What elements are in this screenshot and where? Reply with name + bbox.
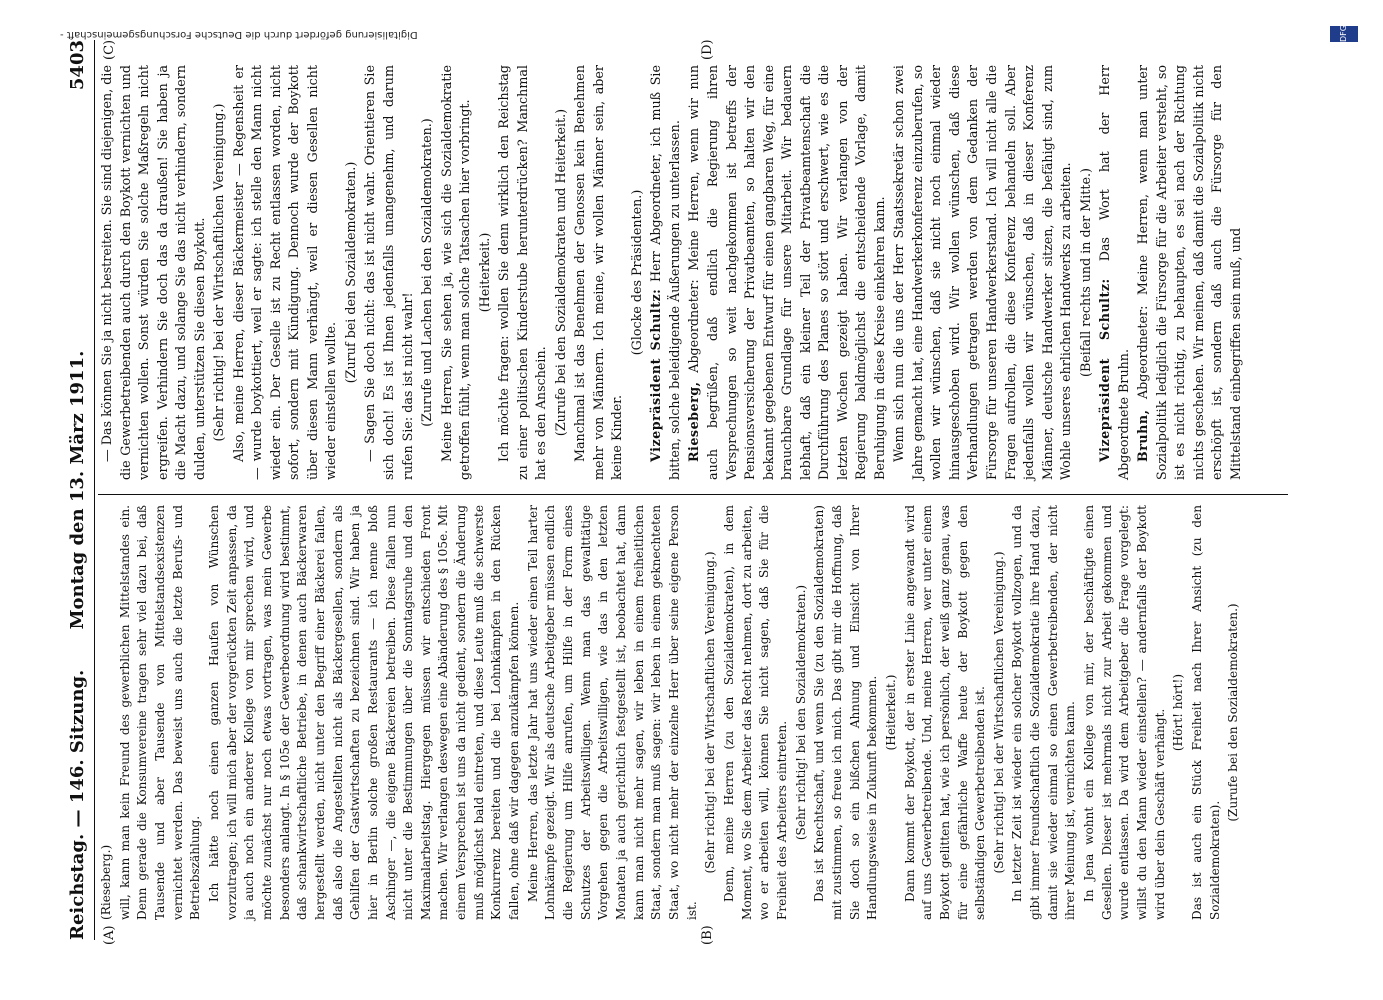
right-paragraph	[647, 65, 684, 480]
margin-letter-b: (B)	[700, 925, 715, 945]
right-paragraph	[1096, 65, 1133, 480]
left-paragraph	[1189, 505, 1224, 920]
right-paragraph	[418, 65, 437, 480]
paragraph-text: (Rieseberg.)	[99, 844, 113, 920]
right-paragraph	[571, 65, 627, 480]
paragraph-text: Herr Abgeordneter, ich muß Sie bitten, solche beleidigende Äußerungen zu unterlassen.	[648, 64, 682, 480]
paragraph-text: Das ist Knechtschaft, und wenn Sie (zu den Sozialdemokraten) mit zustimmen, so freue ich mich. Das gibt mir die Hoffnung, daß Sie doch so ein bißchen Ahnung und Einsicht von Ihrer Handlungsweise in Zukunft bekommen.	[812, 505, 880, 920]
right-paragraph	[552, 65, 571, 480]
paragraph-text: (Zurufe bei den Sozialdemokraten.)	[1226, 603, 1241, 822]
paragraph-text: Abgeordneter: Meine Herren, wenn man unter Sozialpolitik lediglich die Fürsorge für die Arbeiter versteht, so ist es nicht richtig, zu behaupten, es sei nach der Richtung nichts geschehen. Wir meinen, daß damit die Sozialpolitik nicht erschöpft ist, sondern daß auch die Fürsorge für den Mittelstand einbegriffen sein muß, und	[1135, 65, 1243, 480]
left-paragraph	[117, 505, 205, 920]
paragraph-text: (Sehr richtig! bei den Sozialdemokraten.)	[793, 584, 808, 841]
speaker-name: Vizepräsident Schultz:	[1097, 278, 1113, 462]
paragraph-text: (Zurufe und Lachen bei den Sozialdemokraten.)	[419, 118, 435, 427]
left-paragraph	[1009, 505, 1080, 920]
paragraph-text: Denn, meine Herren (zu den Sozialdemokraten), in dem Moment, wo Sie dem Arbeiter das Recht nehmen, dort zu arbeiten, wo er arbeiten will, können Sie nicht sagen, daß Sie für die Freiheit des Arbeiters eintreten.	[721, 505, 789, 920]
right-paragraph	[1134, 65, 1245, 480]
paragraph-text: In Jena wohnt ein Kollege von mir, der beschäftigte einen Gesellen. Dieser ist mehrmals nicht zur Arbeit gekommen und wurde entlassen. Da wird dem Arbeitgeber die Frage vorgelegt: willst du den Mann wieder einstellen? — andernfalls der Boykott wird über dein Geschäft verhängt.	[1082, 505, 1167, 920]
paragraph-text: (Zurufe bei den Sozialdemokraten und Heiterkeit.)	[552, 108, 568, 437]
paragraph-text: (Glocke des Präsidenten.)	[628, 189, 644, 356]
paragraph-text: (Sehr richtig! bei der Wirtschaftlichen Vereinigung.)	[703, 551, 718, 874]
paragraph-text: (Heiterkeit.)	[883, 674, 898, 751]
paragraph-text: (Hört! hört!)	[1171, 673, 1186, 752]
digitization-credit: Digitalisierung gefördert durch die Deutsche Forschungsgemeinschaft -	[60, 29, 418, 40]
right-paragraph	[685, 65, 889, 480]
margin-letter-c: (C)	[102, 39, 117, 60]
paragraph-text: (Sehr richtig! bei der Wirtschaftlichen Vereinigung.)	[991, 551, 1006, 874]
paragraph-text: will, kann man kein Freund des gewerblichen Mittelstandes ein. Denn gerade die Konsumvereine tragen sehr viel dazu bei, daß Tausende und aber Tausende von Mittelstandsexistenzen vernichtet werden. Das beweist uns auch die letzte Berufs- und Betriebszählung.	[117, 505, 203, 920]
speaker-name: Bruhn,	[1135, 409, 1151, 462]
paragraph-text: Also, meine Herren, dieser Bäckermeister — Regensheit er — wurde boykottiert, weil er sagte: ich stelle den Mann nicht wieder ein. Der Geselle ist zu Recht entlassen worden, nicht sofort, sondern mit Kündigung. Dennoch wurde der Boykott über diesen Mann verhängt, weil er diesen Gesellen nicht wieder einstellen wollte.	[230, 65, 339, 480]
right-paragraph	[890, 65, 1075, 480]
speaker-name: Rieseberg,	[686, 381, 702, 462]
left-paragraph	[811, 505, 882, 920]
left-paragraph	[902, 505, 990, 920]
page-number: 5403	[67, 40, 88, 91]
paragraph-text: Abgeordneter: Meine Herren, wenn wir nun auch begrüßen, daß endlich die Regierung ihren Versprechungen so weit nachgekommen ist betreffs der Pensionsversicherung der Privatbeamten, so halten wir den bekannt gegebenen Entwurf für einen gangbaren Weg, für eine brauchbare Grundlage für unsere Mitarbeit. Wir bedauern lebhaft, daß ein kleiner Teil der Privatbeamtenschaft die Durchführung des Planes so stört und erschwert, wie es die letzten Wochen gezeigt haben. Wir verlangen von der Regierung baldmöglichst die entscheidende Vorlage, damit Beruhigung in diese Kreise einkehren kann.	[686, 65, 887, 480]
right-paragraph	[495, 65, 551, 480]
left-paragraph	[991, 505, 1009, 920]
right-paragraph	[438, 65, 475, 480]
margin-letter-a: (A)	[102, 925, 117, 945]
column-divider	[98, 494, 1288, 495]
left-paragraph	[98, 505, 116, 920]
running-head	[60, 40, 95, 940]
dfg-logo: DFG	[1330, 26, 1358, 42]
paragraph-text: Das ist auch ein Stück Freiheit nach Ihrer Ansicht (zu den Sozialdemokraten).	[1190, 505, 1222, 920]
margin-letter-d: (D)	[700, 39, 715, 60]
paragraph-text: Meine Herren, das letzte Jahr hat uns wieder einen Teil harter Lohnkämpfe gezeigt. Wir als deutsche Arbeitgeber müssen endlich die Regierung um Hilfe anrufen, um Hilfe in der Form eines Schutzes der Arbeitswilligen. Wenn man das gewalttätige Vorgehen gegen die Arbeitswilligen, wie das in den letzten Monaten ja auch gerichtlich festgestellt ist, beobachtet hat, dann kann man nicht mehr sagen, wir leben in einem freiheitlichen Staat, sondern man muß sagen: wir leben in einem geknechteten Staat, wo nicht mehr der einzelne Herr über seine eigene Person ist.	[525, 505, 699, 920]
paragraph-text: Manchmal ist das Benehmen der Genossen kein Benehmen mehr von Männern. Ich meine, wir wollen Männer sein, aber keine Kinder.	[572, 65, 625, 480]
left-paragraph	[793, 505, 811, 920]
left-paragraph	[1170, 505, 1188, 920]
right-paragraph	[98, 65, 209, 480]
paragraph-text: — Das können Sie ja nicht bestreiten. Sie sind diejenigen, die die Gewerbetreibenden auch durch den Boykott vernichten und vernichten wollen. Sonst würden Sie solche Maßregeln nicht ergreifen. Verhindern Sie doch das da draußen! Sie haben ja die Macht dazu, und solange Sie das nicht verhindern, sondern dulden, unterstützen Sie diesen Boykott.	[99, 65, 207, 480]
right-paragraph	[342, 65, 361, 480]
right-column	[98, 65, 1246, 480]
paragraph-text: — Sagen Sie doch nicht: das ist nicht wahr. Orientieren Sie sich doch! Es ist Ihnen jedenfalls unangenehm, und darum rufen Sie: das ist nicht wahr!	[362, 65, 415, 480]
right-paragraph	[210, 65, 229, 480]
paragraph-text: Ich möchte fragen: wollen Sie denn wirklich den Reichstag zu einer politischen Kinderstube herunterdrücken? Manchmal hat es den Anschein.	[496, 65, 549, 480]
left-paragraph	[1081, 505, 1169, 920]
paragraph-text: (Sehr richtig! bei der Wirtschaftlichen Vereinigung.)	[211, 103, 227, 442]
right-paragraph	[230, 65, 341, 480]
paragraph-text: Das Wort hat der Herr Abgeordnete Bruhn.	[1097, 65, 1131, 480]
left-column	[98, 505, 1244, 920]
left-paragraph	[206, 505, 524, 920]
left-paragraph	[702, 505, 720, 920]
left-paragraph	[883, 505, 901, 920]
paragraph-text: Dann kommt der Boykott, der in erster Linie angewandt wird auf uns Gewerbetreibende. Und, meine Herren, wer unter einem Boykott gelitten hat, wie ich persönlich, der weiß ganz genau, was für eine gefährliche Waffe heute der Boykott gegen den selbständigen Gewerbetreibenden ist.	[902, 505, 988, 920]
right-paragraph	[1077, 65, 1096, 480]
header-center: Montag den 13. März 1911.	[67, 350, 88, 630]
right-paragraph	[476, 65, 495, 480]
left-paragraph	[525, 505, 702, 920]
paragraph-text: Ich hätte noch einen ganzen Haufen von Wünschen vorzutragen; ich will mich aber der vorgerückten Zeit anpassen, da ja auch noch ein anderer Kollege von mir sprechen wird, und möchte zunächst nur noch etwas vortragen, was mein Gewerbe besonders anlangt. In § 105e der Gewerbeordnung wird bestimmt, daß schankwirtschaftliche Betriebe, in denen auch Bäckerwaren hergestellt werden, nicht unter den Begriff einer Bäckerei fallen, daß also die Angestellten nicht als Bäckergesellen, sondern als Gehilfen der Gastwirtschaften zu bezeichnen sind. Wir haben ja hier in Berlin solche großen Restaurants — ich nenne bloß Aschinger —, die eigene Bäckereien betreiben. Diese fallen nun nicht unter die Bestimmungen über die Sonntagsruhe und den Maximalarbeitstag. Hiergegen müssen wir entschieden Front machen. Wir verlangen deswegen eine Abänderung des § 105e. Mit einem Versprechen ist uns da nicht gedient, sondern die Änderung muß möglichst bald eintreten, und diese Leute muß die schwerste Konkurrenz bereiten und die bei Lohnkämpfen in den Rücken fallen, ohne daß wir dagegen anzukämpfen können.	[206, 505, 522, 920]
speaker-name: Vizepräsident Schultz:	[648, 288, 664, 462]
left-paragraph	[1225, 505, 1243, 920]
paragraph-text: Wenn sich nun die uns der Herr Staatssekretär schon zwei Jahre gemacht hat, eine Handwerkerkonferenz einzuberufen, so wollen wir wünschen, daß sie nicht noch einmal wieder hinausgeschoben wird. Wir wollen wünschen, daß diese Verhandlungen getragen werden von dem Gedanken der Fürsorge für unseren Handwerkerstand. Ich will nicht alle die Fragen aufrollen, die diese Konferenz behandeln soll. Aber jedenfalls wollen wir wünschen, daß in dieser Konferenz Männer, deutsche Handwerker sitzen, die befähigt sind, zum Wohle unseres ehrlichen Handwerks zu arbeiten.	[891, 65, 1074, 480]
paragraph-text: (Zuruf bei den Sozialdemokraten.)	[342, 161, 358, 384]
paragraph-text: (Beifall rechts und in der Mitte.)	[1077, 168, 1093, 377]
right-paragraph	[628, 65, 647, 480]
right-paragraph	[361, 65, 417, 480]
paragraph-text: In letzter Zeit ist wieder ein solcher Boykott vollzogen, und da gibt immer freundschaftlich die Sozialdemokratie ihre Hand dazu, damit sie wieder einmal so einen Gewerbetreibenden, der nicht ihrer Meinung ist, vernichten kann.	[1010, 505, 1078, 920]
paragraph-text: Meine Herren, Sie sehen ja, wie sich die Sozialdemokratie getroffen fühlt, wenn man solche Tatsachen hier vorbringt.	[438, 65, 473, 480]
paragraph-text: (Heiterkeit.)	[476, 232, 492, 313]
header-left: Reichstag. — 146. Sitzung.	[67, 669, 88, 940]
left-paragraph	[721, 505, 792, 920]
